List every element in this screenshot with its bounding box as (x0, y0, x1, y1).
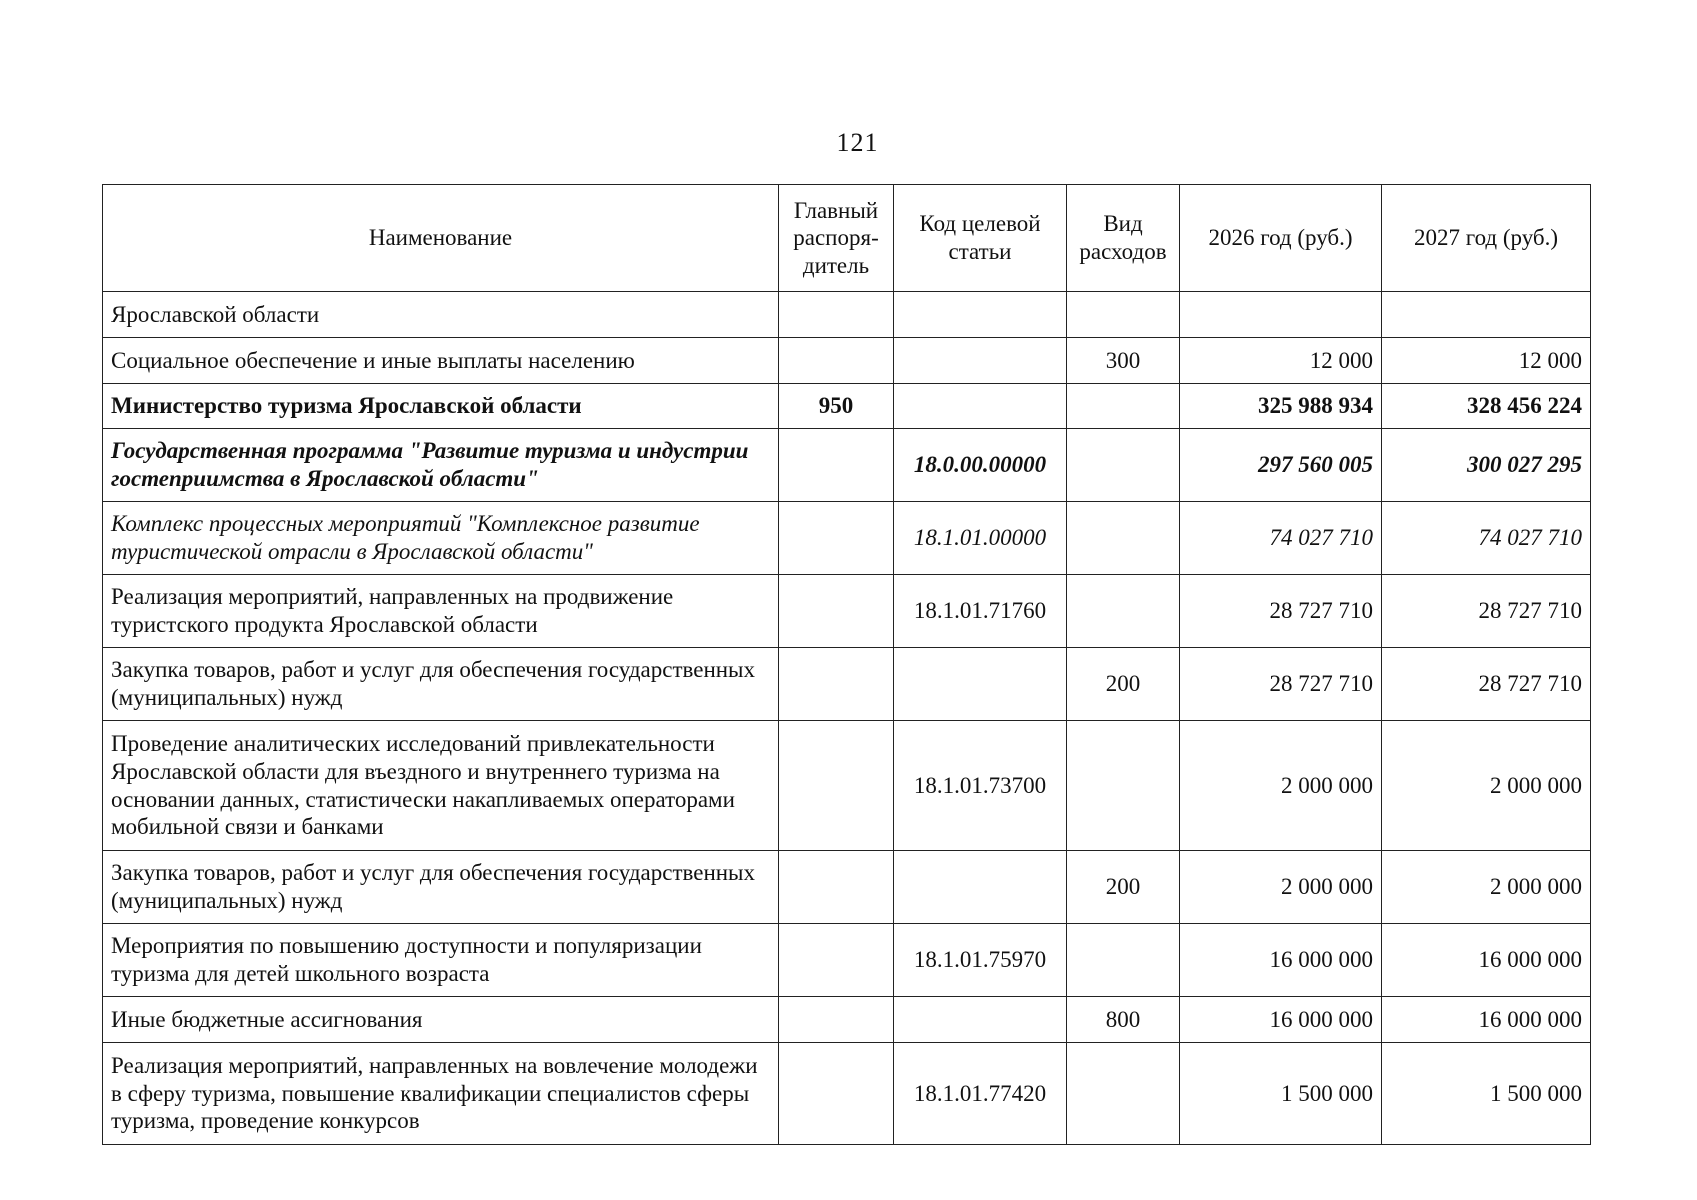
row-manager (779, 1043, 894, 1145)
header-type: Вид расходов (1067, 185, 1180, 292)
row-2027: 12 000 (1382, 338, 1591, 384)
header-2027: 2027 год (руб.) (1382, 185, 1591, 292)
row-2026: 28 727 710 (1180, 575, 1382, 648)
row-code: 18.0.00.00000 (894, 429, 1067, 502)
row-manager: 950 (779, 384, 894, 429)
table-row (103, 502, 1591, 575)
row-2026: 28 727 710 (1180, 648, 1382, 721)
row-name: Мероприятия по повышению доступности и популяризации туризма для детей школьного возраста (103, 924, 779, 997)
row-2027: 2 000 000 (1382, 851, 1591, 924)
row-2027: 1 500 000 (1382, 1043, 1591, 1145)
row-type (1067, 1043, 1180, 1145)
row-manager (779, 997, 894, 1043)
row-manager (779, 851, 894, 924)
table-row (103, 575, 1591, 648)
row-type: 200 (1067, 851, 1180, 924)
row-type (1067, 502, 1180, 575)
row-name: Государственная программа "Развитие туризма и индустрии гостеприимства в Ярославской области" (103, 429, 779, 502)
row-2026: 16 000 000 (1180, 924, 1382, 997)
row-type: 800 (1067, 997, 1180, 1043)
table-header-row (103, 185, 1591, 292)
table-row (103, 1043, 1591, 1145)
row-2026: 1 500 000 (1180, 1043, 1382, 1145)
row-2027: 16 000 000 (1382, 924, 1591, 997)
row-code (894, 851, 1067, 924)
row-2027 (1382, 292, 1591, 338)
row-name: Реализация мероприятий, направленных на вовлечение молодежи в сферу туризма, повышение квалификации специалистов сферы туризма, проведение конкурсов (103, 1043, 779, 1145)
table-row (103, 721, 1591, 851)
row-name: Проведение аналитических исследований привлекательности Ярославской области для въездного и внутреннего туризма на основании данных, статистически накапливаемых операторами мобильной связи и банками (103, 721, 779, 851)
row-manager (779, 575, 894, 648)
row-2027: 28 727 710 (1382, 648, 1591, 721)
row-code: 18.1.01.75970 (894, 924, 1067, 997)
row-type: 300 (1067, 338, 1180, 384)
row-name: Закупка товаров, работ и услуг для обеспечения государственных (муниципальных) нужд (103, 648, 779, 721)
table-row (103, 997, 1591, 1043)
row-type (1067, 292, 1180, 338)
row-name: Социальное обеспечение и иные выплаты населению (103, 338, 779, 384)
row-name: Иные бюджетные ассигнования (103, 997, 779, 1043)
row-code: 18.1.01.71760 (894, 575, 1067, 648)
row-2026: 2 000 000 (1180, 721, 1382, 851)
header-manager: Главный распоря-дитель (779, 185, 894, 292)
row-2026: 2 000 000 (1180, 851, 1382, 924)
row-2026: 325 988 934 (1180, 384, 1382, 429)
row-name: Комплекс процессных мероприятий "Комплексное развитие туристической отрасли в Ярославской области" (103, 502, 779, 575)
budget-table (102, 184, 1591, 1145)
row-code (894, 384, 1067, 429)
row-code (894, 648, 1067, 721)
row-type: 200 (1067, 648, 1180, 721)
row-2027: 74 027 710 (1382, 502, 1591, 575)
row-type (1067, 924, 1180, 997)
row-type (1067, 429, 1180, 502)
row-manager (779, 292, 894, 338)
row-2026: 16 000 000 (1180, 997, 1382, 1043)
table-row (103, 851, 1591, 924)
row-code: 18.1.01.73700 (894, 721, 1067, 851)
row-name: Реализация мероприятий, направленных на продвижение туристского продукта Ярославской области (103, 575, 779, 648)
row-type (1067, 384, 1180, 429)
row-2027: 300 027 295 (1382, 429, 1591, 502)
header-2026: 2026 год (руб.) (1180, 185, 1382, 292)
row-name: Закупка товаров, работ и услуг для обеспечения государственных (муниципальных) нужд (103, 851, 779, 924)
row-type (1067, 575, 1180, 648)
table-row (103, 292, 1591, 338)
row-manager (779, 648, 894, 721)
row-2026: 74 027 710 (1180, 502, 1382, 575)
row-manager (779, 502, 894, 575)
row-name: Ярославской области (103, 292, 779, 338)
row-2026 (1180, 292, 1382, 338)
row-2026: 12 000 (1180, 338, 1382, 384)
row-2027: 2 000 000 (1382, 721, 1591, 851)
page-number: 121 (836, 128, 879, 157)
row-code: 18.1.01.77420 (894, 1043, 1067, 1145)
header-name: Наименование (103, 185, 779, 292)
row-code (894, 292, 1067, 338)
row-2026: 297 560 005 (1180, 429, 1382, 502)
row-2027: 328 456 224 (1382, 384, 1591, 429)
row-manager (779, 429, 894, 502)
row-code (894, 997, 1067, 1043)
row-type (1067, 721, 1180, 851)
row-code: 18.1.01.00000 (894, 502, 1067, 575)
table-row (103, 338, 1591, 384)
table-row (103, 648, 1591, 721)
row-manager (779, 721, 894, 851)
table-row (103, 924, 1591, 997)
table-row (103, 429, 1591, 502)
header-code: Код целевой статьи (894, 185, 1067, 292)
row-manager (779, 924, 894, 997)
table-row (103, 384, 1591, 429)
row-code (894, 338, 1067, 384)
row-2027: 28 727 710 (1382, 575, 1591, 648)
row-2027: 16 000 000 (1382, 997, 1591, 1043)
row-manager (779, 338, 894, 384)
row-name: Министерство туризма Ярославской области (103, 384, 779, 429)
